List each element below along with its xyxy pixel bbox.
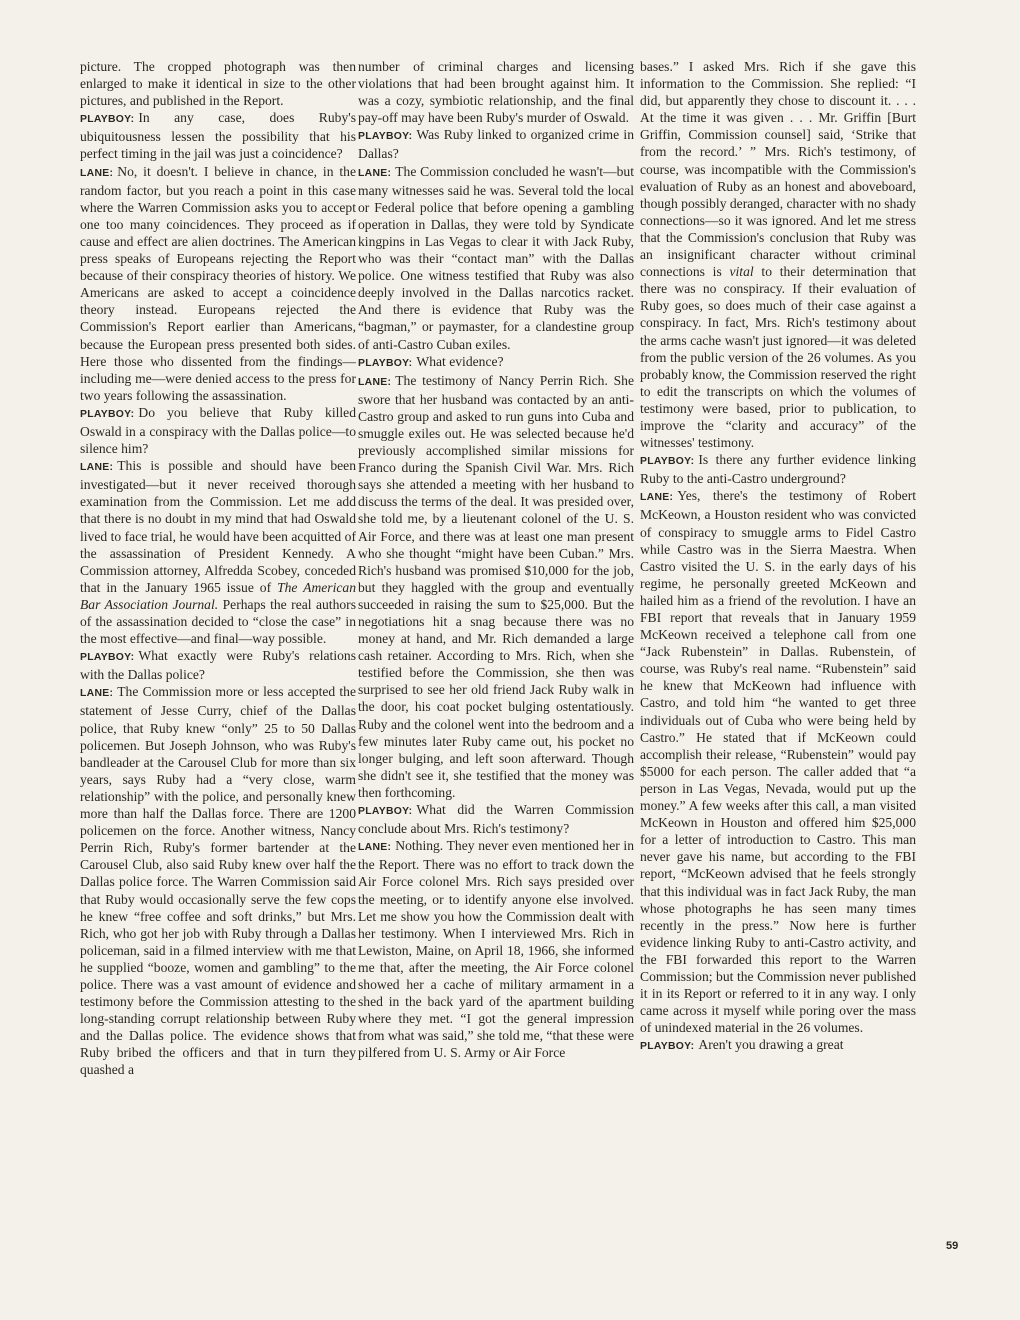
paragraph [80,683,356,1078]
paragraph [80,404,356,457]
paragraph [80,163,356,404]
paragraph-text-continued: Perhaps the real authors of the assassination decided to “close the case” in the most effective—and final—way possible. [80,596,356,647]
speaker-label: PLAYBOY: [640,1041,695,1053]
paragraph-text: What evidence? [416,353,504,369]
paragraph-text: No, it doesn't. I believe in chance, in the random factor, but you reach a point in this case where the Warren Commission asks you to accept one too many coincidences. They proceed as if cause and effect are alien doctrines. The American press speaks of Europeans rejecting the Report because of their conspiracy theories of history. We Americans are asked to accept a coincidence theory instead. Europeans rejected the Commission's Report earlier than Americans, because the European press presented both sides. Here those who dissented from the findings—including me—were denied access to the press for two years following the assassination. [80,163,356,403]
speaker-label: PLAYBOY: [80,652,135,664]
speaker-label: LANE: [640,492,674,504]
paragraph [80,109,356,162]
paragraph [358,837,634,1061]
paragraph-text: The Commission more or less accepted the statement of Jesse Curry, chief of the Dallas police, that Ruby knew “only” 25 to 50 Dallas policemen. But Joseph Johnson, who was Ruby's bandleader at the Carousel Club for more than six years, says Ruby had a “very close, warm relationship” with the police, and personally knew more than half the Dallas force. There are 1200 policemen on the force. Another witness, Nancy Perrin Rich, Ruby's former bartender at the Carousel Club, also said Ruby knew over half the Dallas police force. The Warren Commission said that Ruby would occasionally serve the few cops he knew “free coffee and soft drinks,” but Mrs. Rich, who got her job with Ruby through a Dallas policeman, said in a filmed interview with me that he supplied “booze, women and gambling” to the police. There was a vast amount of evidence and testimony before the Commission attesting to the long-standing corrupt relationship between Ruby and the Dallas police. The evidence shows that Ruby bribed the officers and that in turn they quashed a [80,684,356,1078]
text-column-3 [640,58,916,1055]
paragraph [358,58,634,126]
paragraph-text: number of criminal charges and licensing violations that had been brought against him. It was a cozy, symbiotic relationship, and the final pay-off may have been Ruby's murder of Oswald. [358,59,634,126]
paragraph-text-continued: to their determination that there was no conspiracy. If their evaluation of Ruby goes, so does much of their case against a conspiracy. In fact, Mrs. Rich's testimony about the arms cache wasn't just ignored—it was deleted from the public version of the 26 volumes. As you probably know, the Commission reserved the right to edit the transcripts on which the volumes of testimony were based, prior to publication, to improve the “clarity and accuracy” of the witnesses' testimony. [640,264,917,451]
paragraph [358,163,634,353]
paragraph-text: What exactly were Ruby's relations with the Dallas police? [80,648,356,683]
speaker-label: PLAYBOY: [80,114,135,126]
paragraph-text: Was Ruby linked to organized crime in Dallas? [358,127,634,162]
speaker-label: LANE: [358,376,392,388]
paragraph-text: bases.” I asked Mrs. Rich if she gave this information to the Commission. She replied: “I did, but apparently they chose to discount it. . . . At the time it was given . . . Mr. Griffin [Burt Griffin, Commission counsel] said, ‘Strike that from the record.’ ” Mrs. Rich's testimony, of course, was incompatible with the Commission's evaluation of Ruby as an honest and aboveboard, though possibly deranged, character with no shady connections—so it was ignored. And let me stress that the Commission's conclusion that Ruby was an insignificant character without criminal connections is [640,59,916,280]
paragraph-text: What did the Warren Commission conclude about Mrs. Rich's testimony? [358,802,634,837]
paragraph-text: Aren't you drawing a great [698,1037,844,1053]
paragraph-text: picture. The cropped photograph was then enlarged to make it identical in size to the other pictures, and published in the Report. [80,59,356,109]
paragraph [80,457,356,647]
paragraph [640,1036,916,1055]
speaker-label: LANE: [358,842,392,854]
speaker-label: LANE: [80,167,114,179]
speaker-label: PLAYBOY: [80,408,135,420]
speaker-label: PLAYBOY: [358,357,413,369]
paragraph [358,126,634,162]
paragraph [80,58,356,109]
paragraph [358,353,634,372]
paragraph-text: Nothing. They never even mentioned her in the Report. There was no effort to track down the Air Force colonel Mrs. Rich says presided over the meeting, or to identify anyone else involved. Let me show you how the Commission dealt with her testimony. When I interviewed Mrs. Rich in Lewiston, Maine, on April 18, 1966, she informed me that, after the meeting, the Air Force colonel showed her a cache of military armament in a shed in the back yard of the apartment building where they met. “I got the general impression from what was said,” she told me, “that these were pilfered from U. S. Army or Air Force [358,838,634,1061]
paragraph [640,487,916,1036]
italic-text: vital [729,264,754,280]
paragraph-text: Is there any further evidence linking Ruby to the anti-Castro underground? [640,452,916,487]
italic-text: The American Bar Association Journal. [80,579,356,612]
paragraph-text: This is possible and should have been investigated—but it never received thorough examination from the Commission. Let me add that there is no doubt in my mind that had Oswald lived to face trial, he would have been acquitted of the assassination of President Kennedy. A Commission attorney, Alfredda Scobey, conceded that in the January 1965 issue of [80,458,356,595]
speaker-label: LANE: [80,688,114,700]
paragraph [358,801,634,837]
speaker-label: PLAYBOY: [358,131,413,143]
speaker-label: LANE: [358,167,392,179]
text-column-2 [358,58,634,1061]
paragraph [640,451,916,487]
paragraph-text: Yes, there's the testimony of Robert McKeown, a Houston resident who was convicted of conspiracy to smuggle arms to Fidel Castro while Castro was in the Sierra Maestra. When Castro visited the U. S. in the early days of his regime, he personally greeted McKeown and hailed him as a friend of the revolution. I have an FBI report that reveals that in January 1959 McKeown received a telephone call from one “Jack Rubenstein” in Dallas. Rubenstein, of course, was Ruby's real name. “Rubenstein” said he knew that McKeown had influence with Castro, and told him “he wanted to get three individuals out of Cuba who were being held by Castro.” He stated that if McKeown could accomplish their release, “Rubenstein” would pay $5000 for each person. The caller added that “a person in Las Vegas, Nevada, would put up the money.” A few weeks after this call, a man visited McKeown in Houston and offered him $25,000 for a letter of introduction to Castro. This man never gave his name, but according to the FBI report, “McKeown advised that he feels strongly that this individual was in fact Jack Ruby, the man whose photographs he has seen many times recently in the press.” Now here is further evidence linking Ruby to anti-Castro activity, and the FBI forwarded this report to the Warren Commission; but the Commission never published it in its Report or referred to it in any way. I only came across it myself while poring over the mass of unindexed material in the 26 volumes. [640,488,916,1036]
speaker-label: PLAYBOY: [358,806,413,818]
paragraph-text: Do you believe that Ruby killed Oswald in a conspiracy with the Dallas police—to silence him? [80,404,356,457]
text-column-1 [80,58,356,1079]
paragraph-text: In any case, does Ruby's ubiquitousness lessen the possibility that his perfect timing in the jail was just a coincidence? [80,110,356,162]
paragraph [80,647,356,683]
paragraph-text: The testimony of Nancy Perrin Rich. She swore that her husband was contacted by an anti-Castro group and asked to run guns into Cuba and smuggle exiles out. He was selected because he'd previously accomplished similar missions for Franco during the Spanish Civil War. Mrs. Rich says she attended a meeting with her husband to discuss the terms of the deal. It was presided over, she told me, by a lieutenant colonel of the U. S. Air Force, and there was at least one man present who she thought “might have been Cuban.” Mrs. Rich's husband was promised $10,000 for the job, but they haggled with the group and eventually succeeded in raising the sum to $25,000. But the negotiations hit a snag because there was no money at hand, and Mr. Rich demanded a large cash retainer. According to Mrs. Rich, when she testified before the Commission, she then was surprised to see her old friend Jack Ruby walk in the door, his coat pocket bulging ostentatiously. Ruby and the colonel went into the bedroom and a few minutes later Ruby came out, his pocket no longer bulging, and left soon afterward. Though she didn't see it, she testified that the money was then forthcoming. [358,372,634,800]
paragraph [640,58,916,451]
speaker-label: LANE: [80,462,114,474]
page-number: 59 [946,1240,959,1252]
speaker-label: PLAYBOY: [640,456,695,468]
paragraph-text: The Commission concluded he wasn't—but many witnesses said he was. Several told the local or Federal police that before opening a gambling operation in Dallas, they were told by Syndicate kingpins in Las Vegas to clear it with Jack Ruby, who was their “contact man” with the Dallas police. One witness testified that Ruby was also deeply involved in the Dallas narcotics racket. And there is evidence that Ruby was the “bagman,” or paymaster, for a clandestine group of anti-Castro Cuban exiles. [358,163,634,352]
paragraph [358,372,634,801]
